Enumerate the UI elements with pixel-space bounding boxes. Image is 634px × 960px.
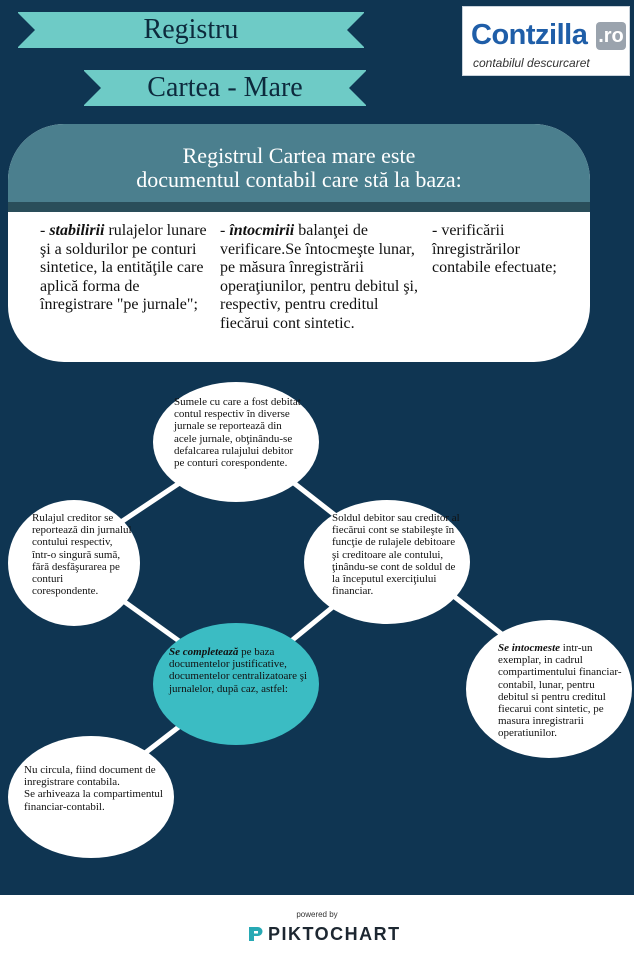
node-text: Sumele cu care a fost debitat contul respectiv în diverse jurnale se reportează din acele jurnale, obţinându-se defalcarea rulajului debitor pe conturi corespondente. — [174, 396, 301, 470]
node-text — [169, 646, 315, 695]
node-emphasis: Se completează — [169, 646, 239, 658]
connector-top-right — [290, 480, 336, 516]
node-archiving — [8, 736, 174, 858]
logo-brand: Contzilla — [471, 19, 588, 51]
node-completion-center — [153, 623, 319, 745]
node-emphasis: Se intocmeste — [498, 642, 561, 654]
node-text: Rulajul creditor se reportează din jurnalul contului respectiv, într-o singură sumă, fără desfăşurarea pe conturi corespondente. — [32, 512, 132, 598]
node-body: intr-un exemplar, in cadrul compartimentului financiar-contabil, lunar, pentru debitul si pentru creditul fiecarui cont sintetic, pe masura inregistrarii operatiunilor. — [498, 642, 622, 740]
subtitle-text: Cartea - Mare — [147, 72, 303, 103]
connector-left-center — [122, 600, 186, 646]
column-text: rulajelor lunare şi a soldurilor pe conturi sintetice, la entităţile care aplică forma de înregistrare "pe jurnale"; — [40, 222, 207, 313]
panel-heading-line2: documentul contabil care stă la baza: — [136, 167, 462, 192]
powered-by-label: powered by — [296, 910, 338, 919]
column-emphasis: întocmirii — [229, 222, 295, 239]
panel-heading-line1: Registrul Cartea mare este — [182, 143, 416, 168]
node-debit-sums — [153, 382, 319, 502]
column-prefix: - — [220, 222, 230, 239]
node-line-1: Nu circula, fiind document de inregistrare contabila. — [24, 764, 156, 789]
node-drafting — [466, 620, 632, 758]
node-line-2: Se arhiveaza la compartimentul financiar-contabil. — [24, 788, 163, 813]
node-body: pe baza documentelor justificative, documentelor centralizatoare şi jurnalelor, după caz, astfel: — [169, 646, 308, 695]
node-text — [498, 642, 626, 740]
column-text: - verificării înregistrărilor contabile efectuate; — [432, 222, 557, 276]
connector-right-center — [290, 606, 334, 642]
column-emphasis: stabilirii — [49, 222, 105, 239]
node-text: Soldul debitor sau creditor al fiecărui cont se stabileşte în funcţie de rulajele debitoare şi creditoare ale contului, ţinându-se cont de soldul de la începutul exerciţiului financiar. — [332, 512, 460, 598]
piktochart-wordmark: PIKTOCHART — [268, 924, 401, 944]
title-text: Registru — [143, 14, 239, 45]
logo-tld-badge: .ro — [596, 22, 626, 50]
column-text: balanţei de verificare.Se întocmeşte lunar, pe măsura înregistrării operaţiunilor, pentru debitul şi, respectiv, pentru creditul fiecărui cont sintetic. — [220, 222, 418, 332]
node-text — [24, 764, 164, 813]
node-credit-turnover — [8, 500, 140, 626]
logo-tagline: contabilul descurcaret — [473, 56, 590, 70]
column-prefix: - — [40, 222, 50, 239]
piktochart-icon — [246, 925, 264, 943]
node-balance — [304, 500, 470, 624]
